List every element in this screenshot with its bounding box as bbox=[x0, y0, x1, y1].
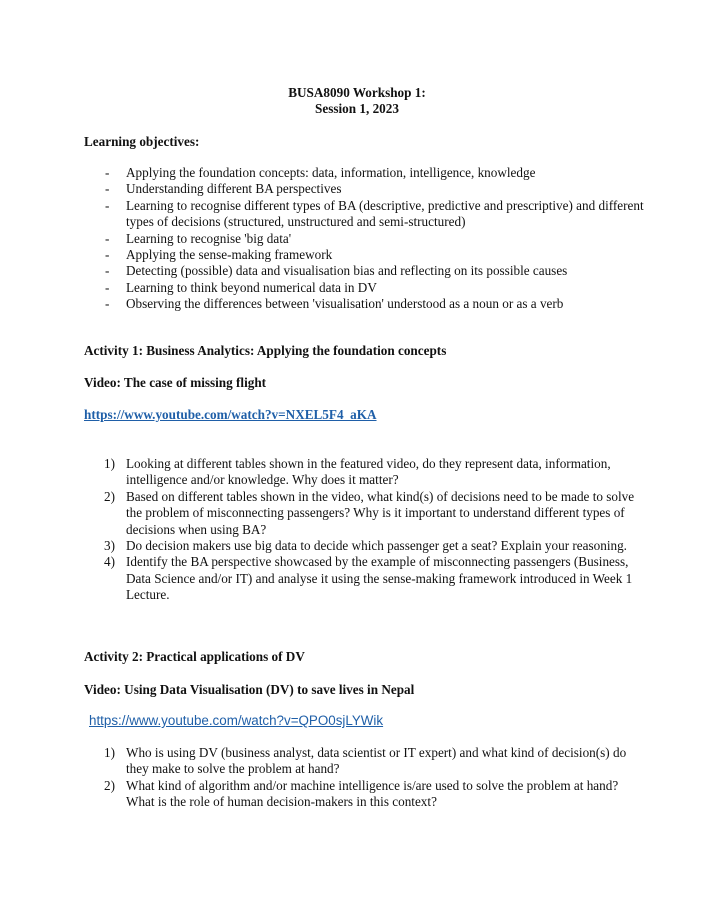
objective-text: Observing the differences between 'visualisation' understood as a noun or as a verb bbox=[126, 296, 564, 312]
bullet-marker: - bbox=[105, 296, 110, 312]
bullet-marker: - bbox=[105, 197, 110, 213]
objective-text: Applying the foundation concepts: data, information, intelligence, knowledge bbox=[126, 165, 536, 180]
question-text: Based on different tables shown in the video, what kind(s) of decisions need to be made to solve the problem of misconnecting passengers? Why is it important to understand different types of decisions when using BA? bbox=[126, 488, 635, 537]
activity1-video-link[interactable]: https://www.youtube.com/watch?v=NXEL5F4_aKA bbox=[84, 407, 377, 422]
list-item bbox=[84, 489, 644, 538]
objective-text: Understanding different BA perspectives bbox=[126, 181, 342, 197]
bullet-marker: - bbox=[105, 181, 110, 197]
list-item bbox=[84, 456, 644, 489]
activity2-video-title: Video: Using Data Visualisation (DV) to save lives in Nepal bbox=[84, 682, 415, 697]
list-item bbox=[84, 181, 644, 197]
question-number: 1) bbox=[104, 456, 115, 471]
question-number: 4) bbox=[104, 554, 115, 570]
objective-text: Detecting (possible) data and visualisation bias and reflecting on its possible causes bbox=[126, 263, 568, 279]
activity1-video-title: Video: The case of missing flight bbox=[84, 375, 267, 390]
list-item bbox=[84, 165, 644, 181]
list-item bbox=[84, 247, 644, 263]
activity2-questions bbox=[84, 745, 644, 811]
list-item bbox=[84, 280, 644, 296]
bullet-marker: - bbox=[105, 230, 110, 246]
list-item bbox=[84, 296, 644, 312]
activity2-heading: Activity 2: Practical applications of DV bbox=[84, 649, 305, 664]
question-text: Who is using DV (business analyst, data scientist or IT expert) and what kind of decision(s) do they make to solve the problem at hand? bbox=[126, 745, 627, 777]
question-text: Identify the BA perspective showcased by the example of misconnecting passengers (Business, Data Science and/or IT) and analyse it using the sense-making framework introduced in Week 1 Lecture. bbox=[126, 554, 633, 603]
list-item bbox=[84, 538, 644, 554]
objective-text: Learning to recognise different types of BA (descriptive, predictive and prescriptive) and different types of decisions (structured, unstructured and semi-structured) bbox=[126, 197, 644, 230]
question-number: 1) bbox=[104, 745, 115, 760]
objective-text: Applying the sense-making framework bbox=[126, 247, 333, 263]
bullet-marker: - bbox=[105, 165, 110, 180]
learning-objectives-heading: Learning objectives: bbox=[84, 134, 200, 149]
bullet-marker: - bbox=[105, 247, 110, 263]
list-item bbox=[84, 231, 644, 247]
activity1-questions bbox=[84, 456, 644, 604]
objective-text: Learning to recognise 'big data' bbox=[126, 230, 292, 246]
activity1-heading: Activity 1: Business Analytics: Applying the foundation concepts bbox=[84, 343, 447, 358]
doc-title-line2: Session 1, 2023 bbox=[315, 101, 399, 116]
question-number: 2) bbox=[104, 777, 115, 793]
question-number: 2) bbox=[104, 488, 115, 504]
activity2-video-link[interactable]: https://www.youtube.com/watch?v=QPO0sjLYWik bbox=[89, 713, 384, 728]
list-item bbox=[84, 778, 644, 811]
objective-text: Learning to think beyond numerical data in DV bbox=[126, 279, 377, 295]
question-text: Do decision makers use big data to decide which passenger get a seat? Explain your reasoning. bbox=[126, 538, 627, 554]
list-item bbox=[84, 263, 644, 279]
question-text: Looking at different tables shown in the featured video, do they represent data, information, intelligence and/or knowledge. Why does it matter? bbox=[126, 456, 611, 488]
bullet-marker: - bbox=[105, 263, 110, 279]
doc-title-line1: BUSA8090 Workshop 1: bbox=[288, 85, 426, 100]
question-text: What kind of algorithm and/or machine intelligence is/are used to solve the problem at hand? What is the role of human decision-makers in this context? bbox=[126, 777, 619, 810]
list-item bbox=[84, 198, 644, 231]
question-number: 3) bbox=[104, 538, 115, 554]
list-item bbox=[84, 554, 644, 603]
list-item bbox=[84, 745, 644, 778]
objectives-list bbox=[84, 165, 644, 313]
bullet-marker: - bbox=[105, 279, 110, 295]
